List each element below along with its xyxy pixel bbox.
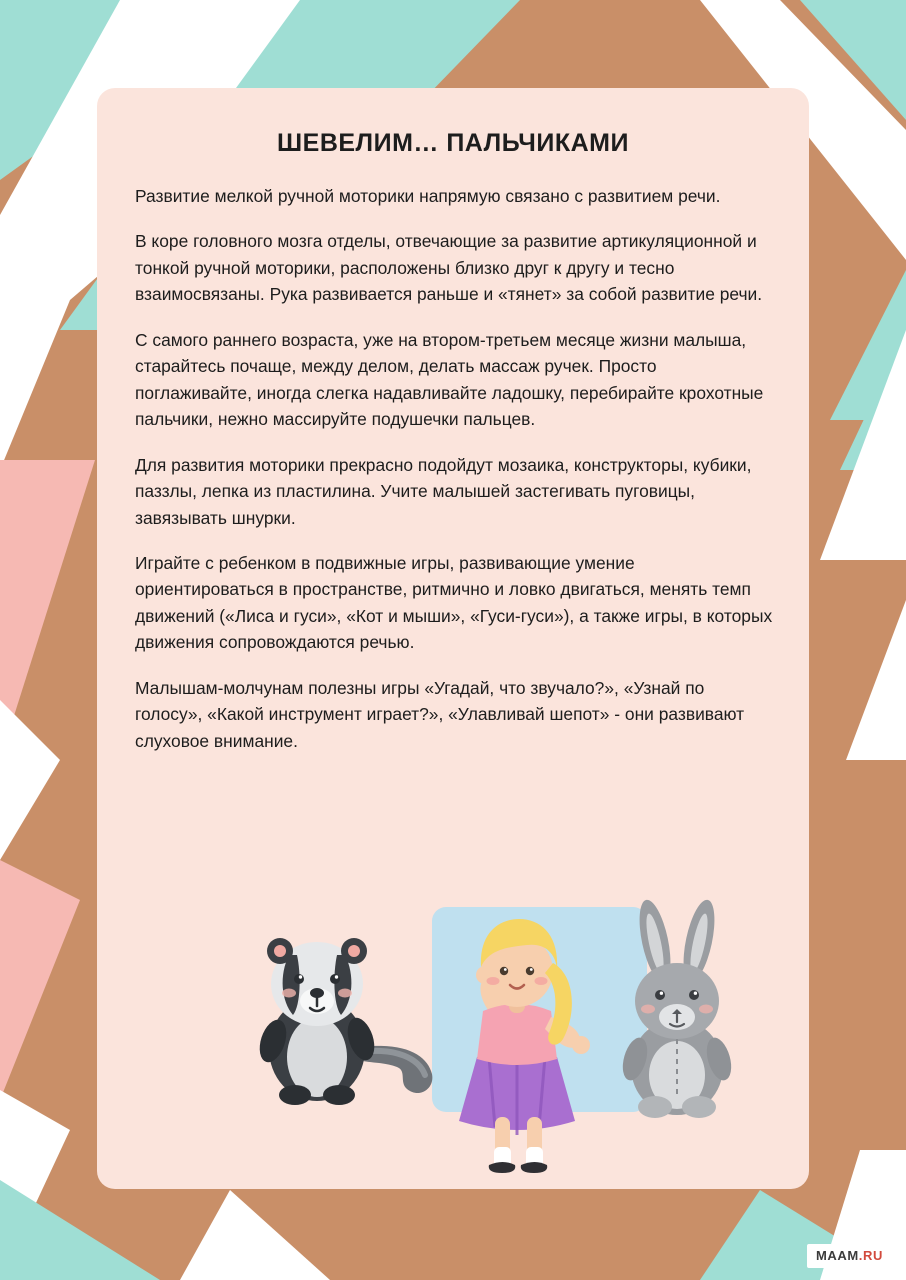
watermark-main: MAAM <box>815 1248 859 1263</box>
watermark-suffix: .RU <box>858 1248 883 1263</box>
article-body <box>135 183 775 773</box>
content-card <box>97 88 809 1189</box>
paragraph: С самого раннего возраста, уже на втором-третьем месяце жизни малыша, старайтесь почаще, между делом, делать массаж ручек. Просто поглаживайте, иногда слегка надавливайте ладошку, перебирайте крохотные пальчики, нежно массируйте подушечки пальцев. <box>135 329 764 430</box>
children-and-animals-illustration <box>227 889 807 1189</box>
paragraph: Играйте с ребенком в подвижные игры, развивающие умение ориентироваться в пространстве, ритмично и ловко двигаться, менять темп движений («Лиса и гуси», «Кот и мыши», «Гуси-гуси»), а также игры, в которых движения сопровождаются речью. <box>135 552 773 653</box>
watermark <box>807 1244 892 1268</box>
paragraph: Малышам-молчунам полезны игры «Угадай, что звучало?», «Узнай по голосу», «Какой инструмент играет?», «Улавливай шепот» - они развивают слуховое внимание. <box>135 677 745 751</box>
paragraph: Для развития моторики прекрасно подойдут мозаика, конструкторы, кубики, паззлы, лепка из пластилина. Учите малышей застегивать пуговицы, завязывать шнурки. <box>135 454 752 528</box>
paragraph: В коре головного мозга отделы, отвечающие за развитие артикуляционной и тонкой ручной моторики, расположены близко друг к другу и тесно взаимосвязаны. Рука развивается раньше и «тянет» за собой развитие речи. <box>135 231 763 305</box>
paragraph: Развитие мелкой ручной моторики напрямую связано с развитием речи. <box>135 186 721 206</box>
badger-figure <box>255 938 433 1105</box>
page-title: ШЕВЕЛИМ… ПАЛЬЧИКАМИ <box>277 129 629 157</box>
